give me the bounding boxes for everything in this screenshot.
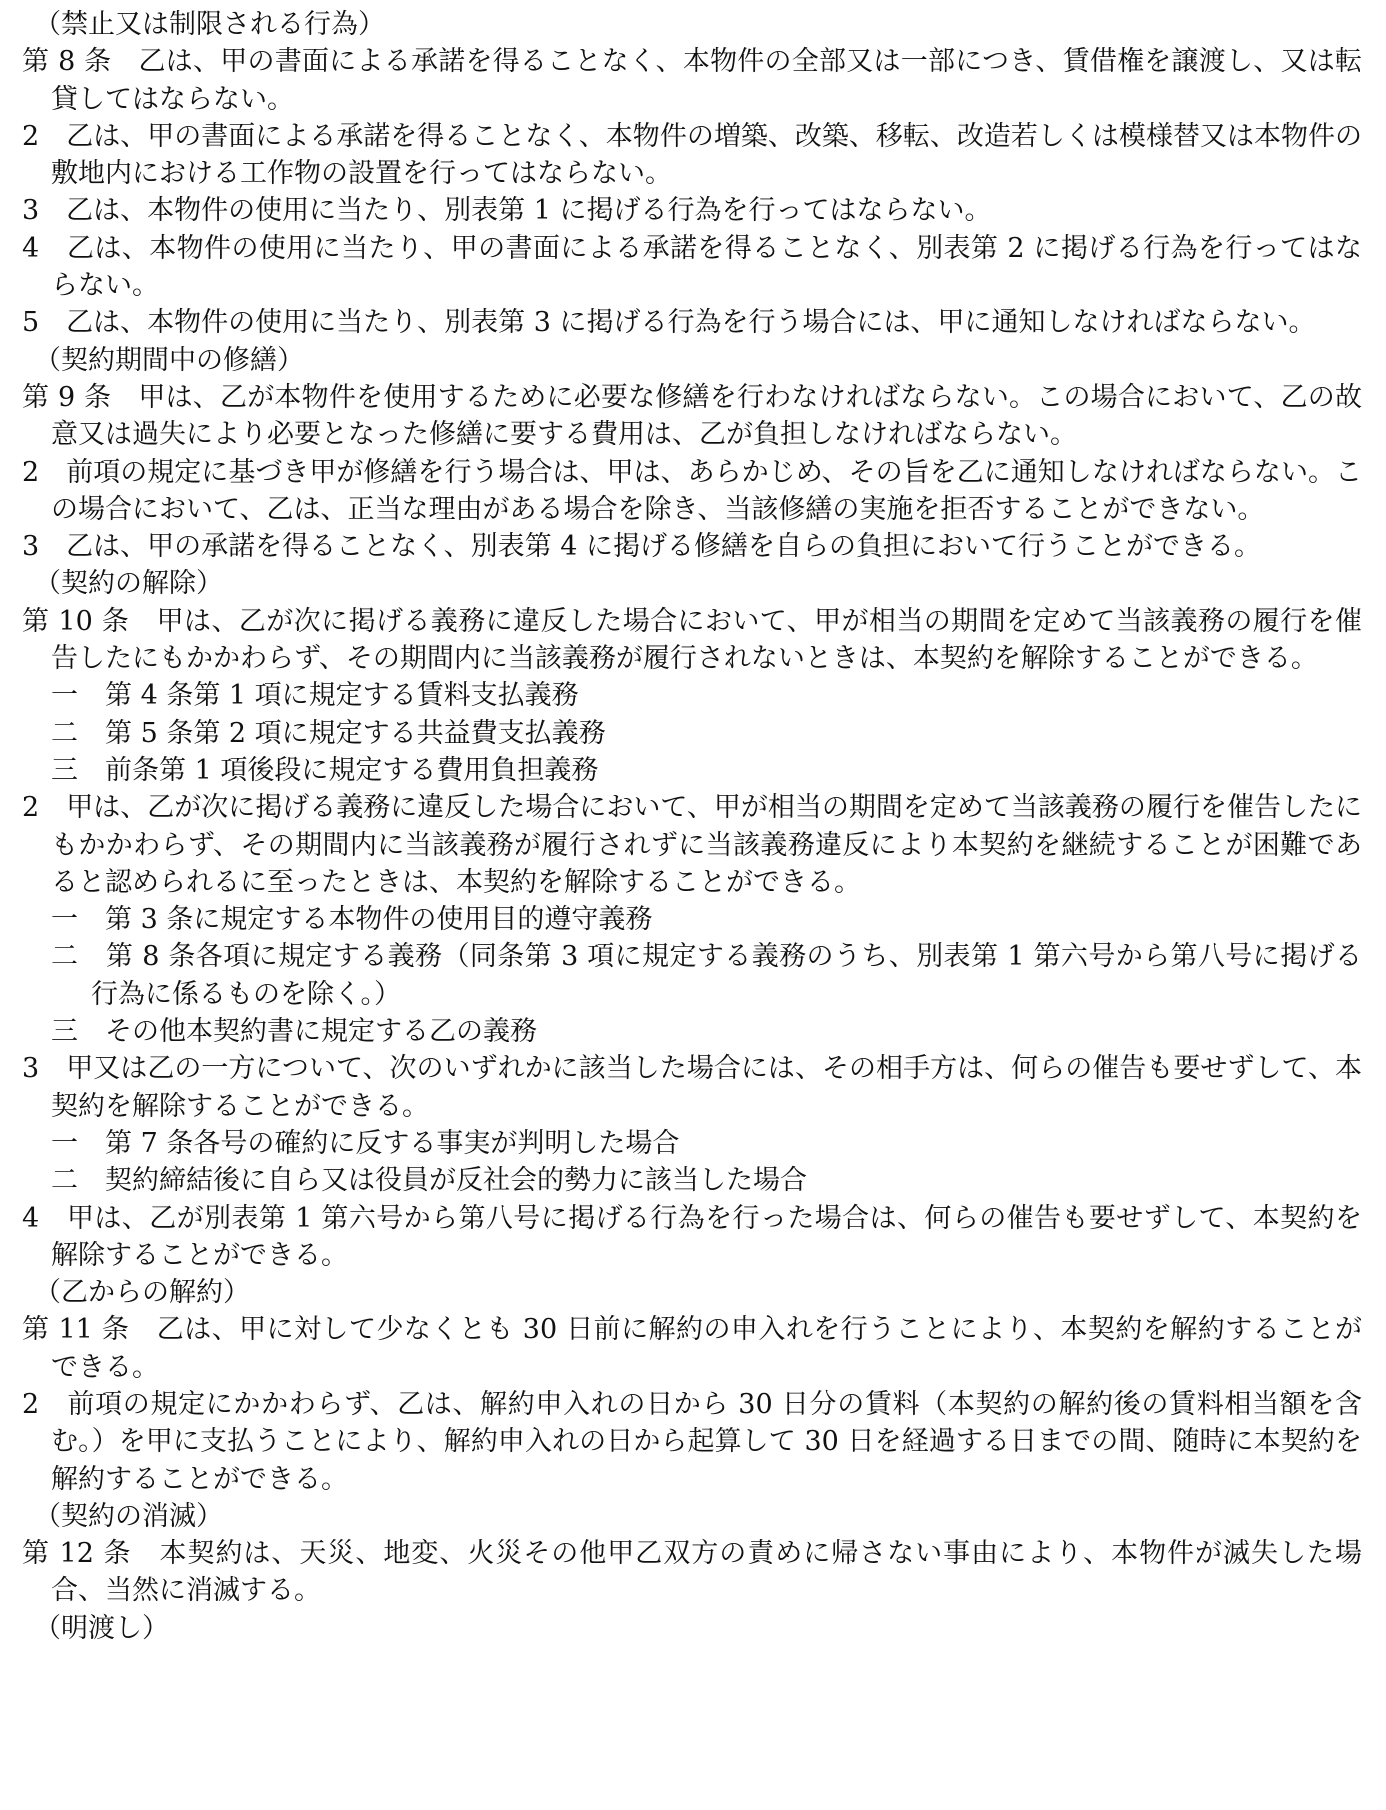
article-10-paragraph-3: 3 甲又は乙の一方について、次のいずれかに該当した場合には、その相手方は、何らの催告も要せずして、本契約を解除することができる。 (22, 1053, 1362, 1122)
article-8-paragraph-5: 5 乙は、本物件の使用に当たり、別表第 3 に掲げる行為を行う場合には、甲に通知しなければならない。 (22, 307, 1316, 339)
list-item: 三 前条第 1 項後段に規定する費用負担義務 (51, 754, 599, 786)
article-8-paragraph-4: 4 乙は、本物件の使用に当たり、甲の書面による承諾を得ることなく、別表第 2 に掲げる行為を行ってはならない。 (22, 232, 1362, 302)
article-11-paragraph-2: 2 前項の規定にかかわらず、乙は、解約申入れの日から 30 日分の賃料（本契約の解約後の賃料相当額を含む。）を甲に支払うことにより、解約申入れの日から起算して 30 日を経過する日までの間、随時に本契約を解約することができる。 (22, 1388, 1362, 1495)
article-8-paragraph-2: 2 乙は、甲の書面による承諾を得ることなく、本物件の増築、改築、移転、改造若しくは模様替又は本物件の敷地内における工作物の設置を行ってはならない。 (22, 120, 1362, 190)
article-11: 第 11 条 乙は、甲に対して少なくとも 30 日前に解約の申入れを行うことにより、本契約を解約することができる。 (22, 1314, 1362, 1383)
article-8: 第 8 条 乙は、甲の書面による承諾を得ることなく、本物件の全部又は一部につき、賃借権を譲渡し、又は転貸してはならない。 (22, 46, 1362, 115)
section-heading: （明渡し） (34, 1612, 169, 1644)
list-item: 二 契約締結後に自ら又は役員が反社会的勢力に該当した場合 (51, 1165, 807, 1197)
list-item: 一 第 4 条第 1 項に規定する賃料支払義務 (51, 680, 579, 712)
section-heading: （契約期間中の修繕） (34, 344, 304, 376)
article-9: 第 9 条 甲は、乙が本物件を使用するために必要な修繕を行わなければならない。この場合において、乙の故意又は過失により必要となった修繕に要する費用は、乙が負担しなければならない。 (22, 381, 1362, 451)
article-10-paragraph-4: 4 甲は、乙が別表第 1 第六号から第八号に掲げる行為を行った場合は、何らの催告も要せずして、本契約を解除することができる。 (22, 1202, 1362, 1271)
article-10-paragraph-2: 2 甲は、乙が次に掲げる義務に違反した場合において、甲が相当の期間を定めて当該義務の履行を催告したにもかかわらず、その期間内に当該義務が履行されずに当該義務違反により本契約を継続することが困難であると認められるに至ったときは、本契約を解除することができる。 (22, 792, 1362, 898)
list-item: 二 第 5 条第 2 項に規定する共益費支払義務 (51, 717, 606, 749)
section-heading: （契約の消滅） (34, 1500, 223, 1532)
article-8-paragraph-3: 3 乙は、本物件の使用に当たり、別表第 1 に掲げる行為を行ってはならない。 (22, 195, 992, 227)
list-item: 三 その他本契約書に規定する乙の義務 (51, 1016, 537, 1048)
article-12: 第 12 条 本契約は、天災、地変、火災その他甲乙双方の責めに帰さない事由により、本物件が滅失した場合、当然に消滅する。 (22, 1538, 1362, 1607)
list-item: 一 第 7 条各号の確約に反する事実が判明した場合 (51, 1127, 680, 1159)
article-9-paragraph-3: 3 乙は、甲の承諾を得ることなく、別表第 4 に掲げる修繕を自らの負担において行うことができる。 (22, 531, 1261, 563)
section-heading: （契約の解除） (34, 568, 223, 600)
list-item: 二 第 8 条各項に規定する義務（同条第 3 項に規定する義務のうち、別表第 1 第六号から第八号に掲げる行為に係るものを除く。） (51, 941, 1362, 1010)
list-item: 一 第 3 条に規定する本物件の使用目的遵守義務 (51, 904, 653, 936)
section-heading: （禁止又は制限される行為） (34, 9, 385, 40)
article-10: 第 10 条 甲は、乙が次に掲げる義務に違反した場合において、甲が相当の期間を定めて当該義務の履行を催告したにもかかわらず、その期間内に当該義務が履行されないときは、本契約を解除することができる。 (22, 605, 1362, 675)
section-heading: （乙からの解約） (34, 1277, 250, 1309)
article-9-paragraph-2: 2 前項の規定に基づき甲が修繕を行う場合は、甲は、あらかじめ、その旨を乙に通知しなければならない。この場合において、乙は、正当な理由がある場合を除き、当該修繕の実施を拒否することができない。 (22, 456, 1362, 525)
